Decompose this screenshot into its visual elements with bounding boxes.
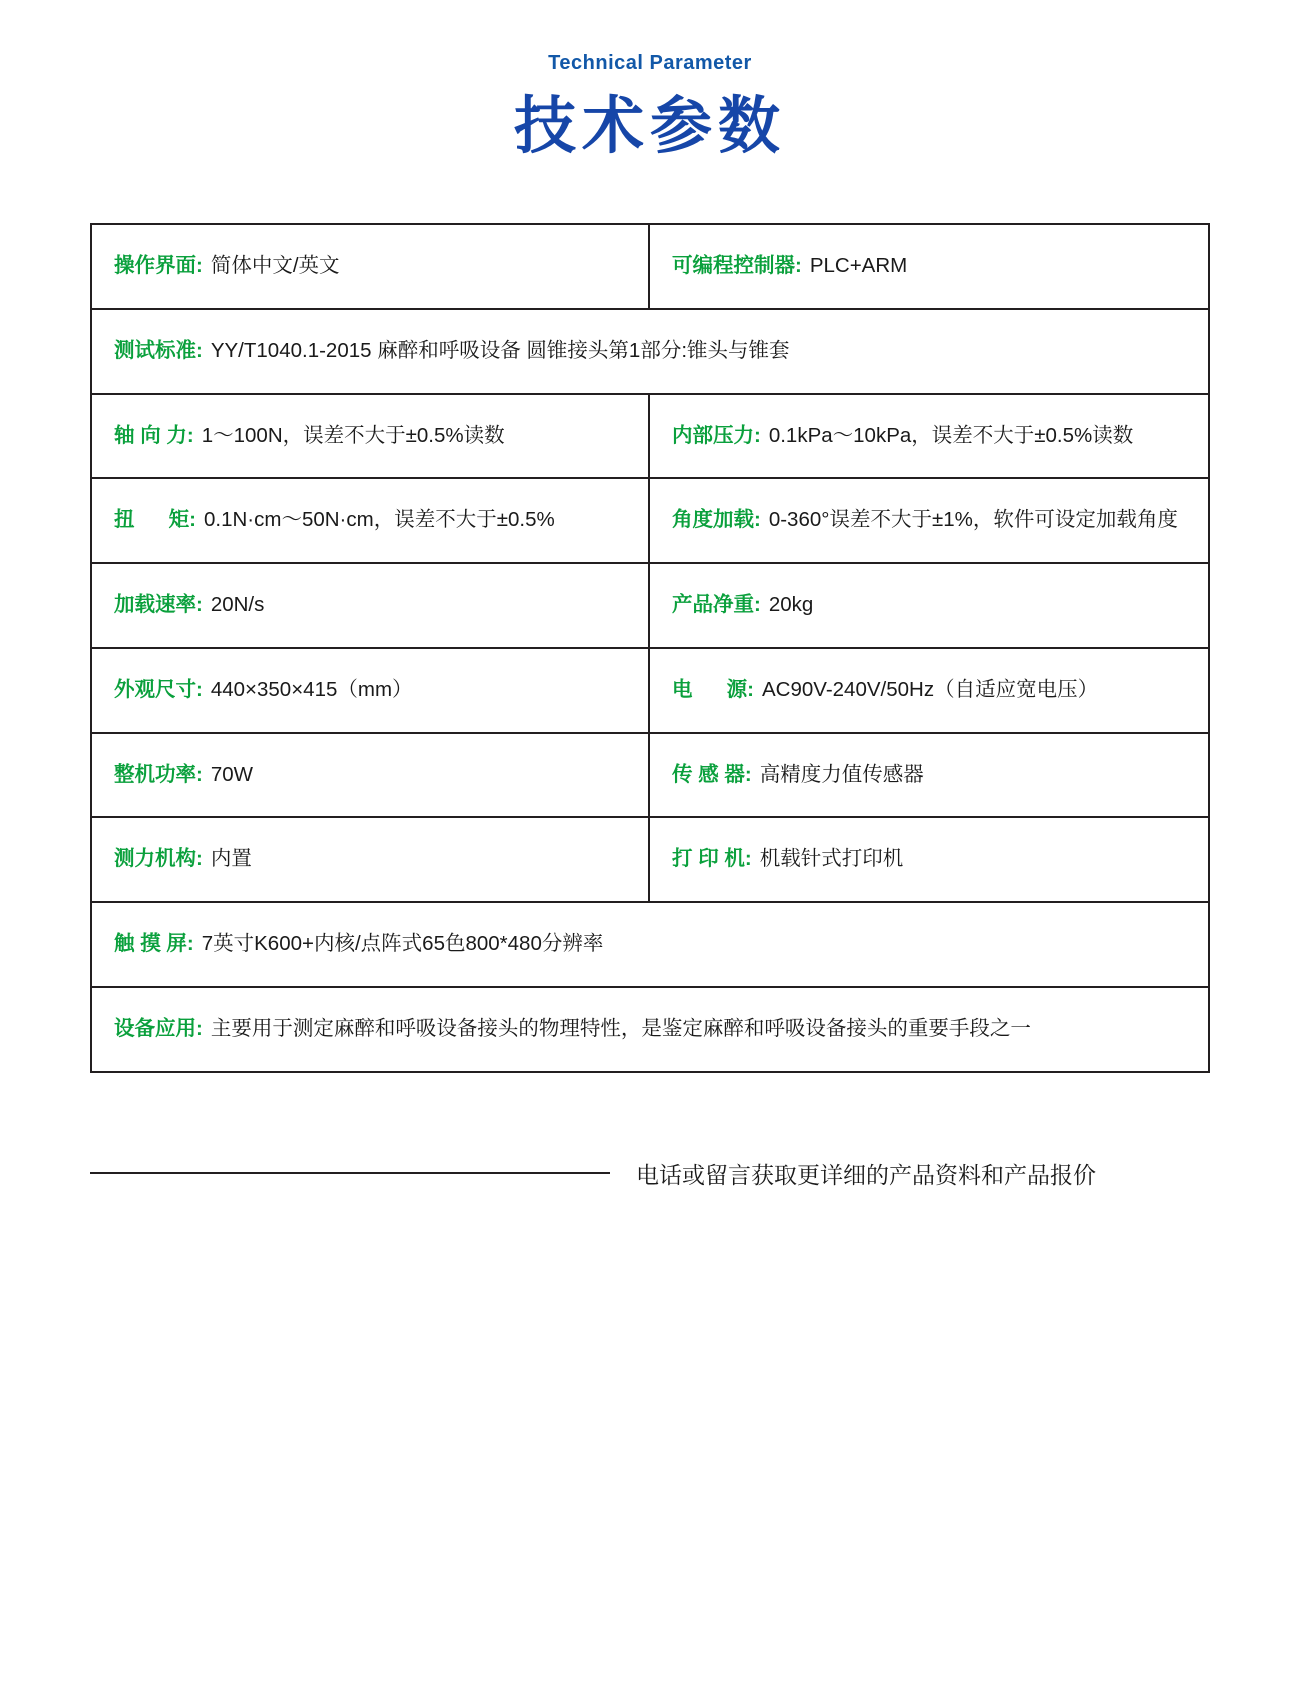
table-row bbox=[92, 479, 1208, 564]
spec-value: 7英寸K600+内核/点阵式65色800*480分辨率 bbox=[201, 932, 604, 956]
table-row bbox=[92, 564, 1208, 649]
spec-value: 0.1kPa～10kPa，误差不大于±0.5%读数 bbox=[768, 423, 1134, 447]
spec-label: 电 源: bbox=[672, 677, 754, 701]
spec-value: 20N/s bbox=[210, 593, 265, 617]
table-row bbox=[92, 649, 1208, 734]
spec-cell-loading-rate bbox=[92, 564, 650, 647]
page-footer bbox=[90, 1157, 1210, 1190]
table-row bbox=[92, 395, 1208, 480]
spec-cell-power-supply bbox=[650, 649, 1208, 732]
spec-cell-printer bbox=[650, 818, 1208, 901]
spec-label: 扭 矩: bbox=[114, 508, 196, 532]
spec-cell-sensor bbox=[650, 734, 1208, 817]
spec-label: 测力机构: bbox=[114, 847, 203, 871]
spec-label: 操作界面: bbox=[114, 254, 203, 278]
table-row bbox=[92, 903, 1208, 988]
page-eyebrow: Technical Parameter bbox=[548, 52, 752, 74]
spec-value: 440×350×415（mm） bbox=[210, 677, 413, 701]
table-row bbox=[92, 988, 1208, 1071]
spec-label: 测试标准: bbox=[114, 338, 203, 362]
spec-value: YY/T1040.1-2015 麻醉和呼吸设备 圆锥接头第1部分:锥头与锥套 bbox=[210, 338, 790, 362]
spec-cell-total-power bbox=[92, 734, 650, 817]
spec-cell-dimensions bbox=[92, 649, 650, 732]
table-row bbox=[92, 310, 1208, 395]
spec-value: 内置 bbox=[210, 847, 252, 871]
spec-value: 高精度力值传感器 bbox=[759, 762, 924, 786]
spec-cell-internal-pressure bbox=[650, 395, 1208, 478]
spec-label: 内部压力: bbox=[672, 423, 761, 447]
spec-cell-application bbox=[92, 988, 1208, 1071]
spec-value: PLC+ARM bbox=[809, 254, 908, 278]
spec-value: 70W bbox=[210, 762, 253, 786]
spec-label: 传 感 器: bbox=[672, 762, 752, 786]
spec-label: 触 摸 屏: bbox=[114, 932, 194, 956]
spec-label: 设备应用: bbox=[114, 1016, 203, 1040]
spec-cell-operation-interface bbox=[92, 225, 650, 308]
spec-value: 机载针式打印机 bbox=[759, 847, 904, 871]
spec-table bbox=[90, 223, 1210, 1073]
footer-divider bbox=[90, 1172, 610, 1174]
spec-value: 0-360°误差不大于±1%，软件可设定加载角度 bbox=[768, 508, 1178, 532]
spec-cell-touchscreen bbox=[92, 903, 1208, 986]
table-row bbox=[92, 734, 1208, 819]
spec-cell-net-weight bbox=[650, 564, 1208, 647]
table-row bbox=[92, 818, 1208, 903]
spec-label: 加载速率: bbox=[114, 593, 203, 617]
spec-label: 整机功率: bbox=[114, 762, 203, 786]
spec-label: 轴 向 力: bbox=[114, 423, 194, 447]
spec-label: 外观尺寸: bbox=[114, 677, 203, 701]
spec-value: 主要用于测定麻醉和呼吸设备接头的物理特性，是鉴定麻醉和呼吸设备接头的重要手段之一 bbox=[210, 1016, 1031, 1040]
spec-label: 角度加载: bbox=[672, 508, 761, 532]
spec-value: 简体中文/英文 bbox=[210, 254, 340, 278]
spec-cell-controller bbox=[650, 225, 1208, 308]
spec-cell-angle-loading bbox=[650, 479, 1208, 562]
page-title: 技术参数 bbox=[513, 92, 786, 161]
spec-cell-torque bbox=[92, 479, 650, 562]
spec-value: 20kg bbox=[768, 593, 814, 617]
spec-cell-test-standard bbox=[92, 310, 1208, 393]
spec-value: AC90V-240V/50Hz（自适应宽电压） bbox=[762, 677, 1099, 701]
spec-label: 可编程控制器: bbox=[672, 254, 802, 278]
spec-cell-force-mechanism bbox=[92, 818, 650, 901]
spec-value: 1～100N，误差不大于±0.5%读数 bbox=[201, 423, 505, 447]
footer-note: 电话或留言获取更详细的产品资料和产品报价 bbox=[636, 1161, 1096, 1188]
page-header bbox=[0, 0, 1300, 161]
spec-label: 打 印 机: bbox=[672, 847, 752, 871]
table-row bbox=[92, 225, 1208, 310]
spec-label: 产品净重: bbox=[672, 593, 761, 617]
spec-value: 0.1N·cm～50N·cm，误差不大于±0.5% bbox=[204, 508, 555, 532]
spec-cell-axial-force bbox=[92, 395, 650, 478]
